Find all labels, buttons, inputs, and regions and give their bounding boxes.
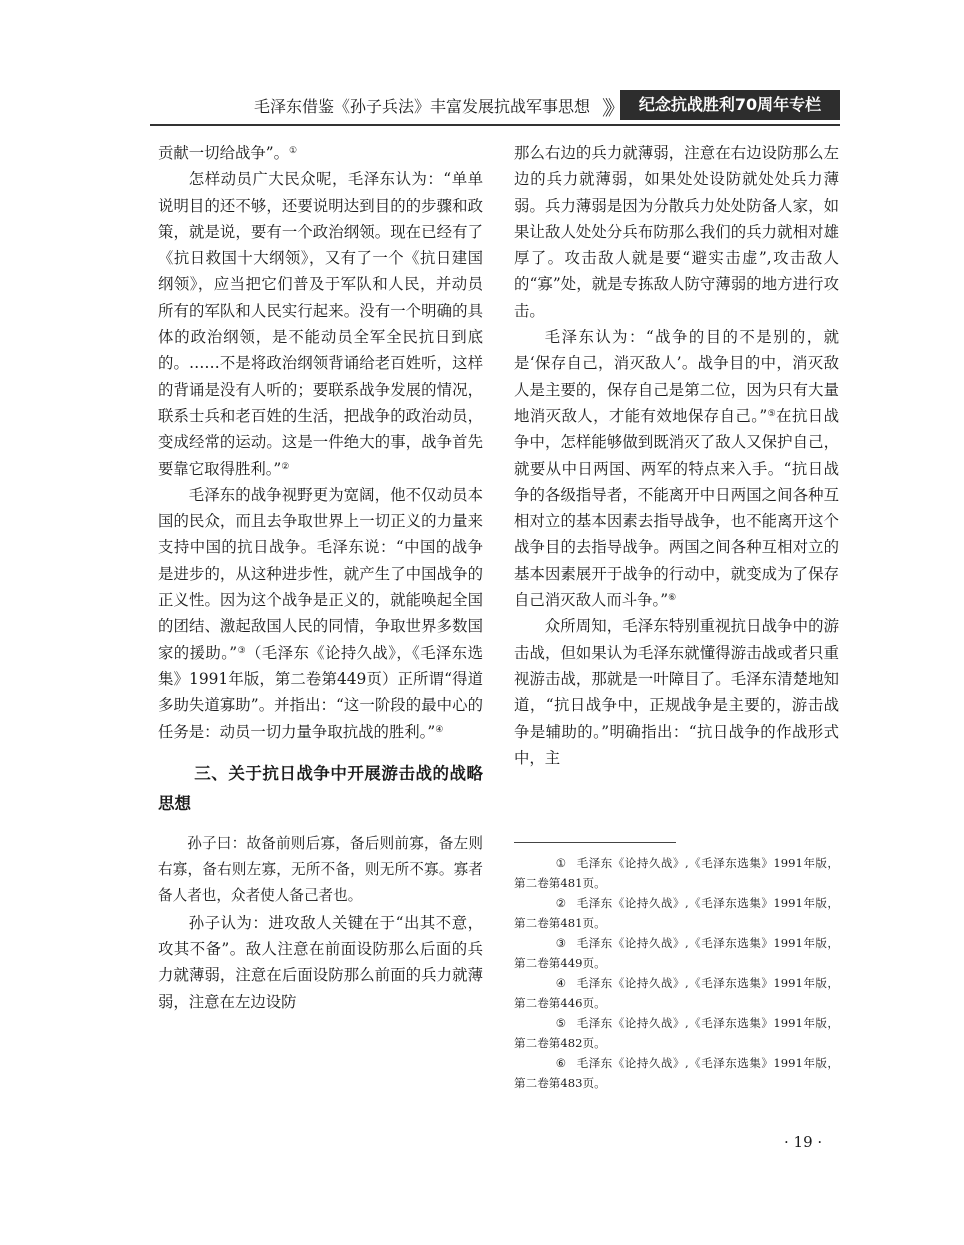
footnote-ref: ⑥ — [668, 593, 677, 604]
paragraph: 孙子认为：进攻敌人关键在于“出其不意，攻其不备”。敌人注意在前面设防那么后面的兵力就薄弱，注意在后面设防那么前面的兵力就薄弱，注意在左边设防 — [158, 913, 483, 1011]
footnote: ④ 毛泽东《论持久战》,《毛泽东选集》1991年版，第二卷第446页。 — [514, 976, 839, 1010]
footnote-ref: ② — [281, 461, 290, 472]
footnote: ⑥ 毛泽东《论持久战》,《毛泽东选集》1991年版，第二卷第483页。 — [514, 1056, 839, 1090]
footnote: ② 毛泽东《论持久战》,《毛泽东选集》1991年版，第二卷第481页。 — [514, 896, 839, 930]
paragraph: 那么右边的兵力就薄弱，注意在右边设防那么左边的兵力就薄弱，如果处处设防就处处兵力薄弱。兵力薄弱是因为分散兵力处处防备人家，如果让敌人处处分兵布防那么我们的兵力就相对雄厚了。攻击敌人就是要“避实击虚”,攻击敌人的“寡”处，就是专拣敌人防守薄弱的地方进行攻击。 — [514, 144, 839, 320]
footnote-ref: ⑤ — [767, 408, 777, 419]
footnote: ③ 毛泽东《论持久战》,《毛泽东选集》1991年版，第二卷第449页。 — [514, 936, 839, 970]
classical-quote: 孙子曰：故备前则后寡，备后则前寡，备左则右寡，备右则左寡，无所不备，则无所不寡。寡者备人者也，众者使人备己者也。 — [158, 834, 483, 905]
footnote-ref: ④ — [435, 724, 444, 735]
right-column — [514, 140, 839, 771]
footnote: ⑤ 毛泽东《论持久战》,《毛泽东选集》1991年版，第二卷第482页。 — [514, 1016, 839, 1050]
footnote-ref: ① — [289, 146, 298, 156]
running-header — [150, 90, 840, 126]
article-title: 毛泽东借鉴《孙子兵法》丰富发展抗战军事思想 — [253, 97, 590, 116]
paragraph: 贡献一切给战争”。① — [158, 144, 298, 162]
footnotes — [514, 853, 839, 1093]
footnote-ref: ③ — [237, 645, 247, 656]
paragraph: 众所周知，毛泽东特别重视抗日战争中的游击战，但如果认为毛泽东就懂得游击战或者只重视游击战，那就是一叶障目了。毛泽东清楚地知道，“抗日战争中，正规战争是主要的，游击战争是辅助的。”明确指出：“抗日战争的作战形式中，主 — [514, 617, 839, 767]
footnote: ① 毛泽东《论持久战》,《毛泽东选集》1991年版，第二卷第481页。 — [514, 856, 839, 890]
header-rule — [150, 124, 840, 126]
page-number: · 19 · — [784, 1133, 823, 1151]
paragraph: 毛泽东认为：“战争的目的不是别的，就是‘保存自己，消灭敌人’。战争目的中，消灭敌人是主要的，保存自己是第二位，因为只有大量地消灭敌人，才能有效地保存自己。”⑤在抗日战争中，怎样能够做到既消灭了敌人又保护自己，就要从中日两国、两军的特点来入手。“抗日战争的各级指导者，不能离开中日两国之间各种互相对立的基本因素去指导战争，也不能离开这个战争目的去指导战争。两国之间各种互相对立的基本因素展开于战争的行动中，就变成为了保存自己消灭敌人而斗争。”⑥ — [514, 328, 839, 610]
paragraph: 毛泽东的战争视野更为宽阔，他不仅动员本国的民众，而且去争取世界上一切正义的力量来支持中国的抗日战争。毛泽东说：“中国的战争是进步的，从这种进步性，就产生了中国战争的正义性。因为这个战争是正义的，就能唤起全国的团结、激起敌国人民的同情，争取世界多数国家的援助。”③（毛泽东《论持久战》，《毛泽东选集》1991年版，第二卷第449页）正所谓“得道多助失道寡助”。并指出：“这一阶段的最中心的任务是：动员一切力量争取抗战的胜利。”④ — [158, 485, 483, 741]
column-title-badge: 纪念抗战胜利70周年专栏 — [620, 90, 840, 120]
section-heading: 三、关于抗日战争中开展游击战的战略思想 — [158, 763, 483, 813]
left-column — [158, 140, 483, 1015]
footnote-divider — [514, 842, 676, 843]
chevron-right-icon: 》》 — [602, 96, 618, 120]
paragraph: 怎样动员广大民众呢，毛泽东认为：“单单说明目的还不够，还要说明达到目的的步骤和政策，就是说，要有一个政治纲领。现在已经有了《抗日救国十大纲领》，又有了一个《抗日建国纲领》，应当把它们普及于军队和人民，并动员所有的军队和人民实行起来。没有一个明确的具体的政治纲领，是不能动员全军全民抗日到底的。……不是将政治纲领背诵给老百姓听，这样的背诵是没有人听的；要联系战争发展的情况，联系士兵和老百姓的生活，把战争的政治动员，变成经常的运动。这是一件绝大的事，战争首先要靠它取得胜利。”② — [158, 170, 483, 478]
